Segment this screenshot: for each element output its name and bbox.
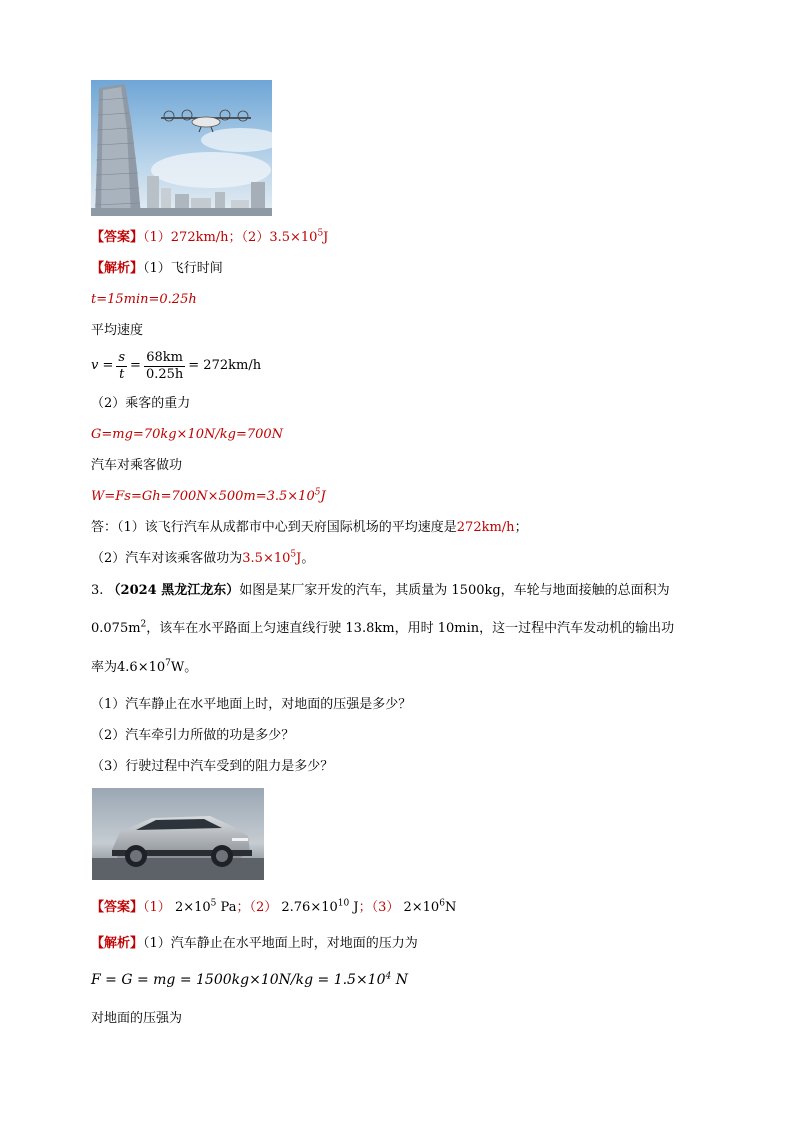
work-equation-text: W=Fs=Gh=700N×500m=3.5×10 (91, 489, 315, 504)
power-exponent: 7 (165, 658, 171, 669)
fraction-numerator: 68km (146, 349, 183, 365)
answer-value: 2×10 (174, 900, 211, 915)
gravity-label: （2）乘客的重力 (91, 396, 191, 411)
conclusion-punct: ； (514, 520, 528, 535)
q3-sub-question-2: （2）汽车牵引力所做的功是多少？ (91, 728, 295, 743)
conclusion-text: （2）汽车对该乘客做功为 (91, 551, 243, 566)
answer-exponent: 5 (317, 228, 324, 239)
fraction-numerator: s (118, 349, 126, 365)
answer-part: ；（3） (358, 900, 400, 915)
answer-exponent: 6 (439, 898, 445, 909)
answer-unit: N (444, 900, 457, 915)
speed-lhs: v = (91, 358, 114, 373)
fraction-s-over-t (116, 350, 127, 383)
avg-speed-label: 平均速度 (91, 323, 144, 338)
gravity-equation: G=mg=70kg×10N/kg=700N (91, 427, 284, 442)
answer-tag: 【答案】 (91, 230, 144, 245)
conclusion-line-2 (91, 550, 314, 568)
power-value: 4.6×10 (117, 660, 166, 675)
answer-tag: 【答案】 (91, 900, 144, 915)
q2-answer-line (91, 229, 328, 247)
power-unit: W (170, 660, 185, 675)
conclusion-punct: 。 (301, 551, 315, 566)
flying-car-photo (91, 80, 272, 216)
question-number: 3. (91, 583, 104, 598)
speed-equation (91, 348, 261, 384)
car-photo (92, 788, 264, 880)
analysis-text: （1）飞行时间 (143, 261, 223, 276)
answer-value: 2×10 (403, 900, 440, 915)
equals-sign: = (130, 358, 141, 373)
question-stem: 率为 (91, 660, 118, 675)
force-exponent: 4 (385, 971, 392, 982)
answer-unit: Pa (220, 900, 237, 915)
area-exponent: 2 (140, 619, 147, 630)
pressure-label: 对地面的压强为 (91, 1011, 183, 1026)
time-equation: t=15min=0.25h (91, 292, 197, 307)
q3-stem-line-1 (91, 582, 670, 600)
question-punct: 。 (184, 660, 198, 675)
answer-exponent: 10 (337, 898, 350, 909)
car-illustration (92, 788, 264, 880)
q3-stem-line-2 (91, 620, 674, 638)
conclusion-line-1 (91, 519, 528, 537)
analysis-tag: 【解析】 (91, 936, 144, 951)
answer-exponent: 5 (210, 898, 217, 909)
fraction-values (144, 350, 185, 383)
work-label: 汽车对乘客做功 (91, 458, 183, 473)
work-unit: J (320, 489, 326, 504)
analysis-tag: 【解析】 (91, 261, 144, 276)
fraction-denominator: t (119, 366, 125, 382)
conclusion-exponent: 5 (290, 549, 297, 560)
q3-answer-line (91, 899, 456, 917)
answer-value: 2.76×10 (281, 900, 338, 915)
q3-analysis-line (91, 935, 418, 953)
conclusion-value: 3.5×10 (242, 551, 291, 566)
work-exponent: 5 (314, 487, 321, 498)
q2-analysis-line (91, 260, 223, 278)
q3-stem-line-3 (91, 659, 197, 677)
answer-unit: J (323, 230, 329, 245)
speed-result: = 272km/h (188, 358, 262, 373)
answer-text: （1）272km/h；（2）3.5×10 (143, 230, 318, 245)
question-stem: 如图是某厂家开发的汽车，其质量为 1500kg，车轮与地面接触的总面积为 (239, 583, 670, 598)
flying-car-illustration (91, 80, 272, 216)
force-unit: N (395, 972, 408, 988)
conclusion-value: 272km/h (456, 520, 515, 535)
conclusion-unit: J (296, 551, 302, 566)
force-equation-text: F = G = mg = 1500kg×10N/kg = 1.5×10 (91, 972, 386, 988)
analysis-text: （1）汽车静止在水平地面上时，对地面的压力为 (143, 936, 418, 951)
answer-part: ；（2） (236, 900, 278, 915)
question-stem: ，该车在水平路面上匀速直线行驶 13.8km，用时 10min，这一过程中汽车发动机的输出功 (146, 621, 675, 636)
q3-sub-question-3: （3）行驶过程中汽车受到的阻力是多少？ (91, 759, 334, 774)
work-equation (91, 488, 326, 506)
answer-unit: J (353, 900, 359, 915)
answer-part: （1） (143, 900, 171, 915)
area-value: 0.075m (91, 621, 141, 636)
q3-sub-question-1: （1）汽车静止在水平地面上时，对地面的压强是多少？ (91, 697, 412, 712)
force-equation (91, 971, 408, 989)
fraction-denominator: 0.25h (145, 366, 184, 382)
conclusion-text: 答：（1）该飞行汽车从成都市中心到天府国际机场的平均速度是 (91, 520, 457, 535)
question-source: （2024 黑龙江龙东） (107, 583, 240, 598)
